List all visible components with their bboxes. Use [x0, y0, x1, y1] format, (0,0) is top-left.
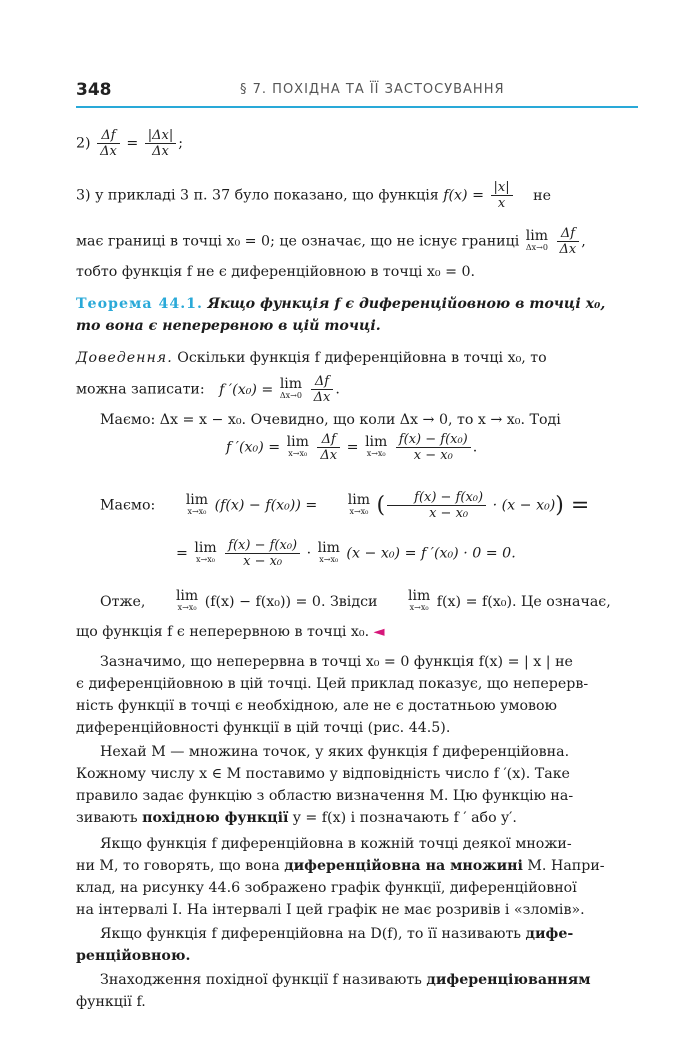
punct: ; — [178, 135, 183, 152]
lim-word: lim — [194, 539, 217, 556]
item-label: 2) — [76, 135, 91, 152]
numerator: |Δx| — [145, 128, 176, 144]
limit — [279, 375, 303, 402]
limit — [194, 539, 217, 566]
punct: . — [472, 439, 478, 456]
lim-subscript: x→x₀ — [366, 448, 386, 458]
numerator: |x| — [491, 180, 513, 196]
end-of-proof-icon: ◄ — [373, 624, 385, 640]
item-3-line3: тобто функція f не є диференційовною в точці x₀ = 0. — [76, 264, 476, 280]
lim-subscript: x→x₀ — [196, 554, 215, 564]
lim-subscript: x→x₀ — [187, 506, 207, 516]
formula: (x − x₀) = f ′(x₀) · 0 = 0. — [346, 545, 516, 562]
lim-word: lim — [407, 588, 431, 604]
formula: (f(x) − f(x₀)) = — [214, 497, 318, 514]
lim-subscript: Δx→0 — [525, 242, 548, 252]
limit — [152, 590, 198, 614]
numerator: Δf — [317, 432, 340, 448]
equation-3 — [176, 538, 516, 569]
numerator: f(x) − f(x₀) — [387, 490, 486, 506]
limit — [317, 539, 340, 566]
text: зивають — [76, 810, 138, 826]
p5-line1 — [76, 968, 591, 993]
fraction — [396, 432, 471, 463]
lim-subscript: Δx→0 — [279, 390, 302, 400]
text: y = f(x) і позначають f ′ або y′. — [292, 810, 517, 826]
lim-word: lim — [175, 588, 199, 604]
text: 3) у прикладі 3 п. 37 було показано, що функція — [76, 187, 439, 204]
p3-line3: клад, на рисунку 44.6 зображено графік функції, диференційовної — [76, 880, 577, 896]
denominator: x − x₀ — [243, 554, 283, 569]
theorem-text: Якщо функція f є диференційовною в точці x₀, — [207, 296, 606, 312]
lim-word: lim — [286, 433, 309, 450]
page-header — [76, 80, 638, 108]
lim-word: lim — [365, 433, 388, 450]
term: диференційовна на множині — [284, 858, 523, 874]
proof-line3: Маємо: Δx = x − x₀. Очевидно, що коли Δx → 0, то x → x₀. Тоді — [100, 412, 561, 428]
lim-word: lim — [347, 491, 371, 508]
text: M. Напри- — [527, 858, 605, 874]
numerator: f(x) − f(x₀) — [225, 538, 300, 554]
text: ни M, то говорять, що вона — [76, 858, 280, 874]
p2-line2: Кожному числу x ∈ M поставимо у відповідність число f ′(x). Таке — [76, 766, 570, 782]
p3-line4: на інтервалі I. На інтервалі I цей графік не має розривів і «зломів». — [76, 902, 585, 918]
limit — [162, 491, 209, 518]
p3-line1: Якщо функція f диференційовна в кожній точці деякої множи- — [100, 836, 572, 852]
p1-line2: є диференційовною в цій точці. Цей приклад показує, що неперерв- — [76, 676, 589, 692]
equation-1 — [226, 432, 477, 463]
item-3-line2 — [76, 226, 586, 257]
denominator: Δx — [100, 144, 117, 159]
text: Якщо функція f диференційовна на D(f), то її називають — [100, 926, 522, 942]
proof-line2 — [76, 374, 340, 405]
text: f(x) = f(x₀). Це означає, — [436, 594, 611, 610]
limit — [384, 590, 430, 614]
denominator: x — [497, 196, 506, 211]
lim-word: lim — [317, 539, 340, 556]
lim-word: lim — [279, 375, 303, 392]
item-3-line1 — [76, 180, 551, 211]
lim-subscript: x→x₀ — [409, 603, 429, 612]
fraction — [317, 432, 340, 463]
denominator: x − x₀ — [413, 448, 453, 463]
limit — [525, 227, 549, 254]
equation-2 — [76, 490, 589, 521]
page-number: 348 — [76, 80, 112, 100]
item-2: 2) $\frac{\Delta f}{\Delta x}$ = $\frac{|\Delta x|}{\Delta x}$ ; — [76, 128, 183, 159]
text: (f(x) − f(x₀)) = 0. Звідси — [204, 594, 378, 610]
denominator: x − x₀ — [429, 506, 469, 521]
paren: ( — [376, 493, 386, 518]
text: що функція f є неперервною в точці x₀. — [76, 624, 370, 640]
numerator: Δf — [557, 226, 580, 242]
proof-label: Доведення. — [76, 350, 173, 366]
punct: . — [335, 381, 340, 398]
proof-line5 — [76, 590, 611, 615]
formula: f ′(x₀) = — [219, 381, 274, 398]
p1-line4: диференційовності функції в цій точці (рис. 44.5). — [76, 720, 451, 736]
lim-subscript: x→x₀ — [349, 506, 369, 516]
p1-line3: ність функції в точці є необхідною, але не є достатньою умовою — [76, 698, 557, 714]
lim-word: lim — [525, 227, 549, 244]
text: Отже, — [100, 594, 146, 610]
p2-line3: правило задає функцію з областю визначення M. Цю функцію на- — [76, 788, 574, 804]
numerator: Δf — [97, 128, 120, 144]
text: можна записати: — [76, 381, 205, 398]
fraction — [97, 128, 120, 159]
chapter-title: § 7. ПОХІДНА ТА ЇЇ ЗАСТОСУВАННЯ — [240, 82, 505, 97]
p1-line1: Зазначимо, що неперервна в точці x₀ = 0 функція f(x) = | x | не — [100, 654, 573, 670]
formula: · (x − x₀) — [492, 497, 556, 514]
text: має границі в точці x₀ = 0; це означає, що не існує границі — [76, 233, 520, 250]
limit — [324, 491, 371, 518]
lim-subscript: x→x₀ — [177, 603, 197, 612]
theorem-label: Теорема 44.1. — [76, 296, 203, 312]
term: диференціюванням — [426, 972, 591, 988]
fraction — [145, 128, 176, 159]
numerator: f(x) − f(x₀) — [396, 432, 471, 448]
fraction — [311, 374, 334, 405]
text: Маємо: — [100, 497, 156, 514]
fraction — [557, 226, 580, 257]
limit — [286, 433, 309, 460]
formula: f(x) = — [443, 187, 484, 204]
lim-word: lim — [185, 491, 209, 508]
fraction — [225, 538, 300, 569]
term: похідною функції — [142, 810, 289, 826]
p2-line4 — [76, 806, 517, 831]
text: Оскільки функція f диференційовна в точці x₀, то — [177, 350, 547, 366]
paren: ) = — [555, 493, 590, 518]
p2-line1: Нехай M — множина точок, у яких функція f диференційовна. — [100, 744, 570, 760]
lim-subscript: x→x₀ — [319, 554, 339, 564]
dot: · — [306, 545, 312, 562]
proof-line1 — [76, 346, 547, 371]
formula: f ′(x₀) = — [226, 439, 281, 456]
equals: = — [176, 545, 188, 562]
text: не — [533, 187, 551, 204]
numerator: Δf — [311, 374, 334, 390]
text: Знаходження похідної функції f називають — [100, 972, 422, 988]
denominator: Δx — [320, 448, 338, 463]
equals: = — [346, 439, 359, 456]
punct: , — [581, 233, 586, 250]
denominator: Δx — [559, 242, 577, 257]
denominator: Δx — [152, 144, 169, 159]
theorem-line2: то вона є неперервною в цій точці. — [76, 318, 381, 334]
fraction — [387, 490, 486, 521]
fraction — [491, 180, 513, 211]
lim-subscript: x→x₀ — [288, 448, 308, 458]
p4-line2: ренційовною. — [76, 948, 191, 964]
denominator: Δx — [313, 390, 331, 405]
proof-line6 — [76, 620, 385, 645]
term: дифе- — [525, 926, 574, 942]
limit — [365, 433, 388, 460]
p5-line2: функції f. — [76, 994, 146, 1010]
